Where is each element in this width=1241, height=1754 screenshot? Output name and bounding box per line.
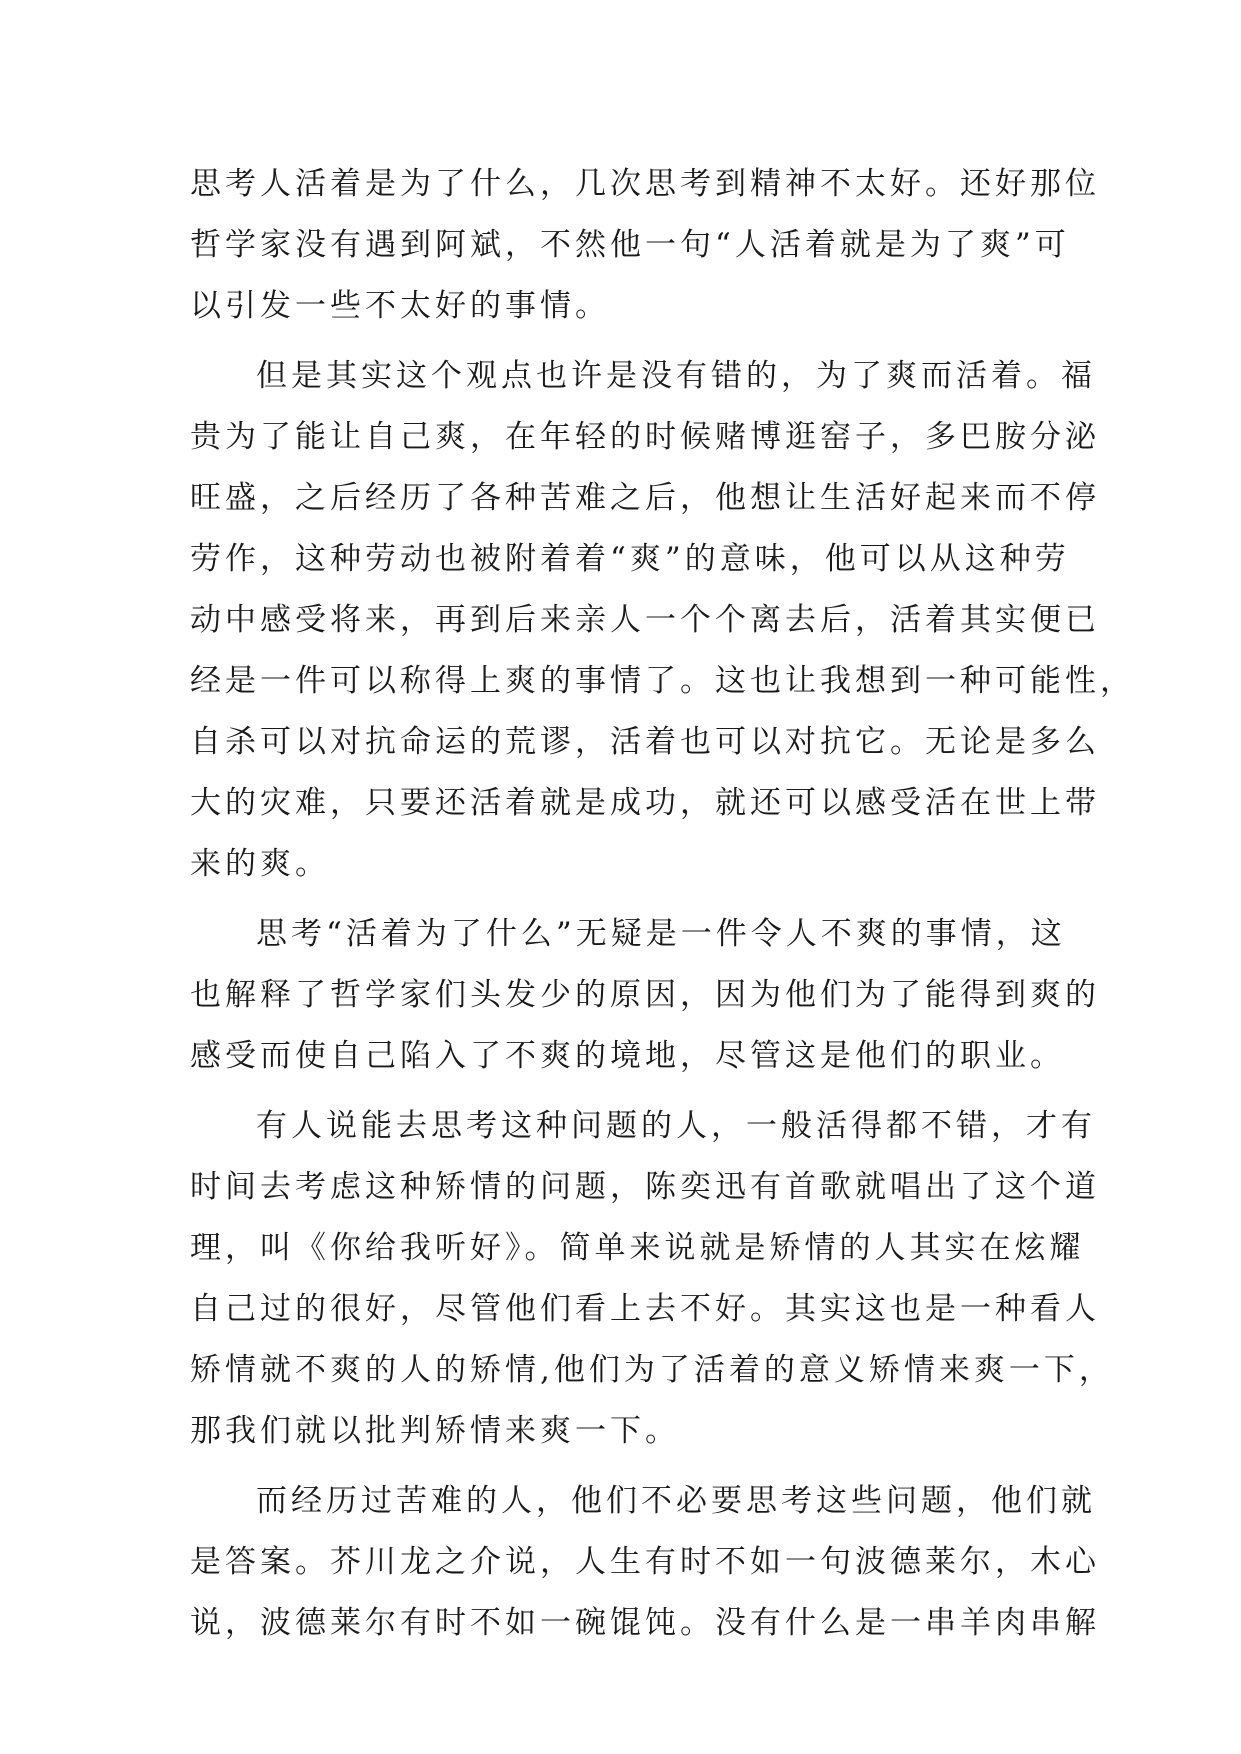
document-body (190, 154, 1135, 1663)
text-line: 而经历过苦难的人，他们不必要思考这些问题，他们就 (256, 1483, 1096, 1519)
paragraph-1 (190, 154, 1100, 337)
text-line: 自己过的很好，尽管他们看上去不好。其实这也是一种看人 (190, 1291, 1100, 1327)
text-line: 来的爽。 (190, 846, 330, 882)
text-line: 理，叫《你给我听好》。简单来说就是矫情的人其实在炫耀 (190, 1230, 1085, 1266)
paragraph-4 (190, 1096, 1114, 1462)
text-line: 哲学家没有遇到阿斌，不然他一句“人活着就是为了爽”可 (190, 227, 1070, 263)
paragraph-3 (190, 904, 1100, 1087)
text-line: 时间去考虑这种矫情的问题，陈奕迅有首歌就唱出了这个道 (190, 1169, 1100, 1205)
text-line: 劳作，这种劳动也被附着着“爽”的意味，他可以从这种劳 (190, 541, 1070, 577)
text-line: 但是其实这个观点也许是没有错的，为了爽而活着。福 (256, 358, 1096, 394)
text-line: 经是一件可以称得上爽的事情了。这也让我想到一种可能性， (190, 663, 1135, 699)
text-line: 以引发一些不太好的事情。 (190, 288, 610, 324)
text-line: 大的灾难，只要还活着就是成功，就还可以感受活在世上带 (190, 785, 1100, 821)
text-line: 感受而使自己陷入了不爽的境地，尽管这是他们的职业。 (190, 1038, 1065, 1074)
text-line: 有人说能去思考这种问题的人，一般活得都不错，才有 (256, 1108, 1096, 1144)
text-line: 贵为了能让自己爽，在年轻的时候赌博逛窑子，多巴胺分泌 (190, 419, 1100, 455)
text-line: 说，波德莱尔有时不如一碗馄饨。没有什么是一串羊肉串解 (190, 1605, 1100, 1641)
text-line: 思考“活着为了什么”无疑是一件令人不爽的事情，这 (256, 916, 1066, 952)
text-line: 矫情就不爽的人的矫情,他们为了活着的意义矫情来爽一下， (190, 1352, 1114, 1388)
text-line: 思考人活着是为了什么，几次思考到精神不太好。还好那位 (190, 166, 1100, 202)
text-line: 是答案。芥川龙之介说，人生有时不如一句波德莱尔，木心 (190, 1544, 1100, 1580)
text-line: 自杀可以对抗命运的荒谬，活着也可以对抗它。无论是多么 (190, 724, 1100, 760)
text-line: 那我们就以批判矫情来爽一下。 (190, 1413, 680, 1449)
text-line: 也解释了哲学家们头发少的原因，因为他们为了能得到爽的 (190, 977, 1100, 1013)
paragraph-5 (190, 1471, 1100, 1654)
paragraph-2 (190, 346, 1135, 895)
text-line: 动中感受将来，再到后来亲人一个个离去后，活着其实便已 (190, 602, 1100, 638)
text-line: 旺盛，之后经历了各种苦难之后，他想让生活好起来而不停 (190, 480, 1100, 516)
